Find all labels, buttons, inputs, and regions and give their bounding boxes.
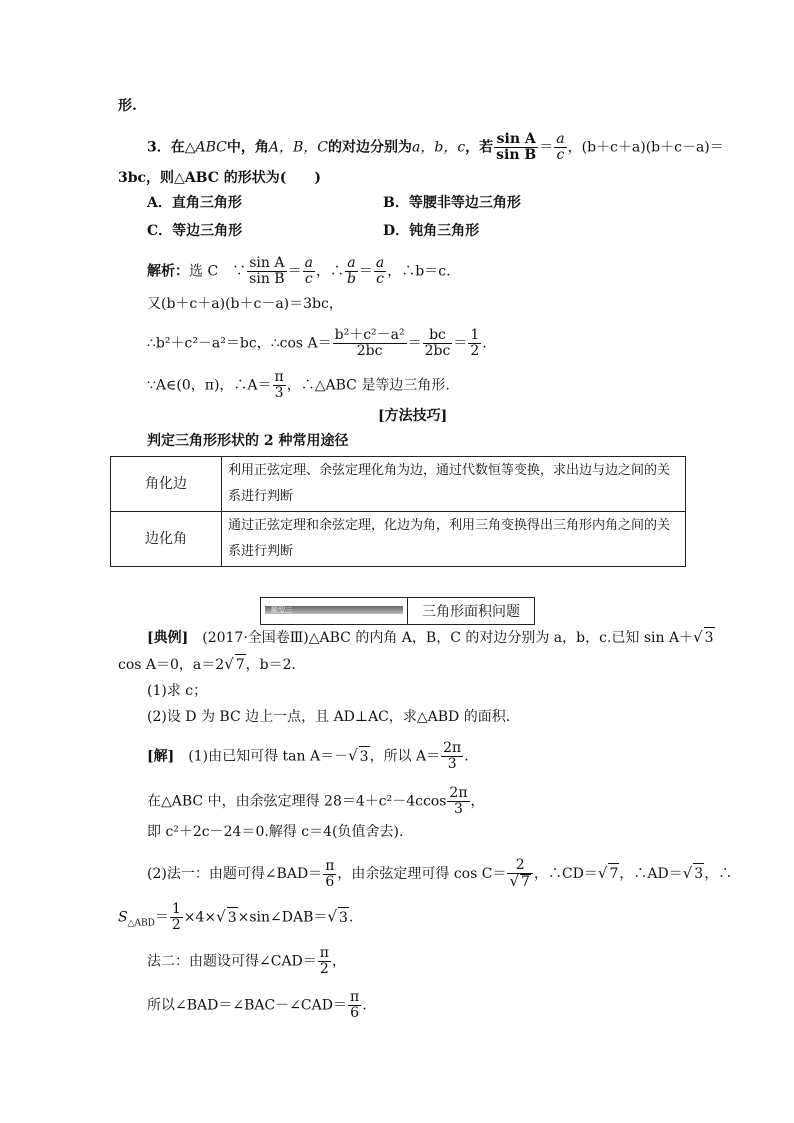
section-bar: 题型三 (265, 606, 403, 614)
fraction: $\frac{2}{√ 7}$ (507, 858, 532, 890)
table-row (111, 457, 686, 512)
method-desc: 通过正弦定理和余弦定理，化边为角，利用三角变换得出三角形内角之间的关系进行判断 (222, 512, 686, 567)
example-question-1: (1)求 c； (147, 683, 208, 699)
answer-line-3: 即 c²＋2c－24＝0.解得 c＝4(负值舍去). (147, 824, 404, 840)
method-desc: 利用正弦定理、余弦定理化角为边，通过代数恒等变换，求出边与边之间的关系进行判断 (222, 457, 686, 512)
fraction: $\frac{1}{2}$ (470, 327, 480, 359)
answer-line-4: (2)法一：由题可得∠BAD＝ $\frac{\pi}{6}$ ，由余弦定理可得 cos C＝ $\frac{2}{√ 7}$ ，∴CD＝√ 7，∴AD＝√ 3，∴ (147, 857, 733, 890)
table-row (111, 512, 686, 567)
fraction: $\frac{\text{b²＋c²－a²}}{2bc}$ (334, 327, 405, 359)
section-header (260, 597, 535, 625)
fraction: $\frac{\pi}{2}$ (319, 945, 329, 977)
fraction: $\frac{a}{c}$ (304, 255, 313, 287)
method-table (110, 456, 686, 567)
fraction: $\frac{a}{c}$ (375, 255, 385, 287)
fraction: $\frac{\pi}{6}$ (349, 989, 360, 1021)
continued-text: 形. (118, 98, 137, 114)
fraction: $\frac{1}{2}$ (171, 901, 181, 933)
example-question-2: (2)设 D 为 BC 边上一点，且 AD⊥AC，求△ABD 的面积. (147, 709, 511, 725)
fraction: $\frac{a}{c}$ (556, 131, 565, 163)
section-title: 三角形面积问题 (422, 604, 520, 620)
fraction: $\frac{a}{b}$ (346, 255, 356, 287)
fraction: $\frac{\text{sin A}}{\text{sin B}}$ (496, 131, 537, 163)
solution-line-4: ∵A∈(0，π)，∴A＝ $\frac{\pi}{3}$ ，∴△ABC 是等边三角形. (147, 369, 450, 401)
question-3-line-1: 3．在△ABC中，角A，B，C的对边分别为a，b，c，若 $\frac{\text{sin A}}{\text{sin B}}$ ＝ $\frac{a}{c}$ ，(b＋c＋a)(b＋c－a)＝ (147, 131, 724, 163)
method-key: 边化角 (111, 512, 222, 567)
example-line-2: cos A＝0，a＝2√ 7，b＝2. (118, 655, 296, 673)
option-c: C．等边三角形 (147, 223, 243, 239)
answer-line-5: $S_{\triangle ABD}=$ $\frac{1}{2}$ ×4×√ 3×sin∠DAB＝√ 3. (118, 901, 354, 933)
fraction: $\frac{\text{sin A}}{\text{sin B}}$ (249, 255, 285, 287)
question-3-line-2: 3bc，则△ABC 的形状为( ) (118, 170, 322, 186)
example-line-1: [典例] (2017·全国卷Ⅲ)△ABC 的内角 A，B，C 的对边分别为 a，b，c.已知 sin A＋√ 3 (147, 628, 714, 646)
option-d: D．钝角三角形 (383, 223, 480, 239)
solution-line-3: ∴b²＋c²－a²＝bc，∴cos A＝ $\frac{\text{b²＋c²－a²}}{2bc}$ ＝ $\frac{bc}{2bc}$ ＝ $\frac{1}{2}$ . (147, 327, 487, 359)
method-heading: [方法技巧] (378, 408, 448, 424)
answer-line-7: 所以∠BAD＝∠BAC－∠CAD＝ $\frac{\pi}{6}$ . (147, 989, 367, 1021)
solution-line-2: 又(b＋c＋a)(b＋c－a)＝3bc， (147, 296, 343, 312)
fraction: $\frac{\pi}{6}$ (325, 857, 335, 890)
answer-line-2: 在△ABC 中，由余弦定理得 28＝4＋c²－4ccos $\frac{2\pi}{3}$ ， (147, 785, 485, 817)
answer-line-1: [解] (1)由已知可得 tan A＝－√ 3，所以 A＝ $\frac{2\pi}{3}$ . (147, 740, 469, 772)
fraction: $\frac{\pi}{3}$ (274, 369, 284, 401)
option-a: A．直角三角形 (147, 195, 242, 211)
option-b: B．等腰非等边三角形 (383, 195, 521, 211)
fraction: $\frac{bc}{2bc}$ (424, 327, 451, 359)
method-key: 角化边 (111, 457, 222, 512)
solution-line-1: 解析：选 C ∵ $\frac{\text{sin A}}{\text{sin B}}$ ＝ $\frac{a}{c}$ ，∴ $\frac{a}{b}$ ＝ $\frac{a}{c}$ ，∴b＝c. (147, 255, 451, 287)
fraction: $\frac{2\pi}{3}$ (443, 740, 462, 772)
answer-line-6: 法二：由题设可得∠CAD＝ $\frac{\pi}{2}$ ， (147, 945, 346, 977)
fraction: $\frac{2\pi}{3}$ (449, 785, 468, 817)
method-subheading: 判定三角形形状的 2 种常用途径 (147, 433, 349, 449)
